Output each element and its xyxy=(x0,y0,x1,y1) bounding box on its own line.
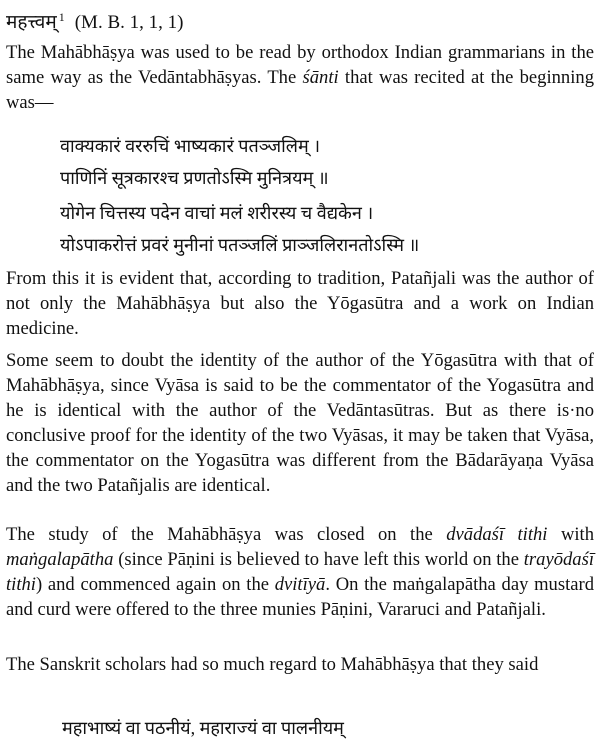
paragraph-regard: The Sanskrit scholars had so much regard to Mahābhāṣya that they said xyxy=(6,654,539,675)
section-heading xyxy=(6,8,183,34)
term-dvitiya: dvitīyā xyxy=(274,574,326,595)
term-trayodasi-tithi: trayōdaśī tithi xyxy=(6,549,594,595)
verse-line-4: योऽपाकरोत्तं प्रवरं मुनीनां पतञ्जलिं प्राञ्जलिरानतोऽस्मि ॥ xyxy=(60,235,420,255)
paragraph-study-text-1: The study of the Mahābhāṣya was closed on the xyxy=(6,524,447,545)
paragraph-intro-text-end: that was recited at the beginning was— xyxy=(6,67,594,113)
paragraph-study-text-4: ) and commenced again on the xyxy=(35,574,275,595)
closing-verse: महाभाष्यं वा पठनीयं, महाराज्यं वा पालनीयम् xyxy=(62,718,344,738)
footnote-marker: 1 xyxy=(58,9,65,24)
verse-line-1: वाक्यकारं वररुचिं भाष्यकारं पतञ्जलिम् । xyxy=(60,136,321,156)
term-mangalapatha: maṅgalapātha xyxy=(6,549,114,570)
paragraph-study-text-3: (since Pāṇini is believed to have left this world on the xyxy=(113,549,524,570)
heading-devanagari: महत्त्वम् xyxy=(6,12,57,33)
paragraph-study-text-2: with xyxy=(547,524,594,545)
paragraph-identity: Some seem to doubt the identity of the author of the Yōgasūtra with that of Mahābhāṣya, since Vyāsa is said to be the commentator of the Yogasūtra and he is identical with the author of the Vedāntasūtras. But as there is·no conclusive proof for the identity of the two Vyāsas, it may be taken that Vyāsa, the commentator on the Yogasūtra was different from the Bādarāyaṇa Vyāsa and the two Patañjalis are identical. xyxy=(6,350,594,496)
term-dvadasi-tithi: dvādaśī tithi xyxy=(446,524,548,545)
paragraph-intro xyxy=(6,40,594,115)
paragraph-tradition: From this it is evident that, according to tradition, Patañjali was the author of not only the Mahābhāṣya but also the Yōgasūtra and a work on Indian medicine. xyxy=(6,268,594,339)
verse-line-3: योगेन चित्तस्य पदेन वाचां मलं शरीरस्य च वैद्यकेन । xyxy=(60,203,374,223)
verse-line-2: पाणिनिं सूत्रकारश्च प्रणतोऽस्मि मुनित्रयम् ॥ xyxy=(60,168,329,188)
paragraph-study xyxy=(6,522,594,622)
term-santi: śānti xyxy=(302,67,339,88)
heading-reference: (M. B. 1, 1, 1) xyxy=(74,12,184,33)
paragraph-intro-text: The Mahābhāṣya was used to be read by orthodox Indian grammarians in the same way as the Vedāntabhāṣyas. The xyxy=(6,42,594,88)
paragraph-study-text-5: . On the maṅgalapātha day mustard and curd were offered to the three munies Pāṇini, Vararuci and Patañjali. xyxy=(6,574,594,620)
